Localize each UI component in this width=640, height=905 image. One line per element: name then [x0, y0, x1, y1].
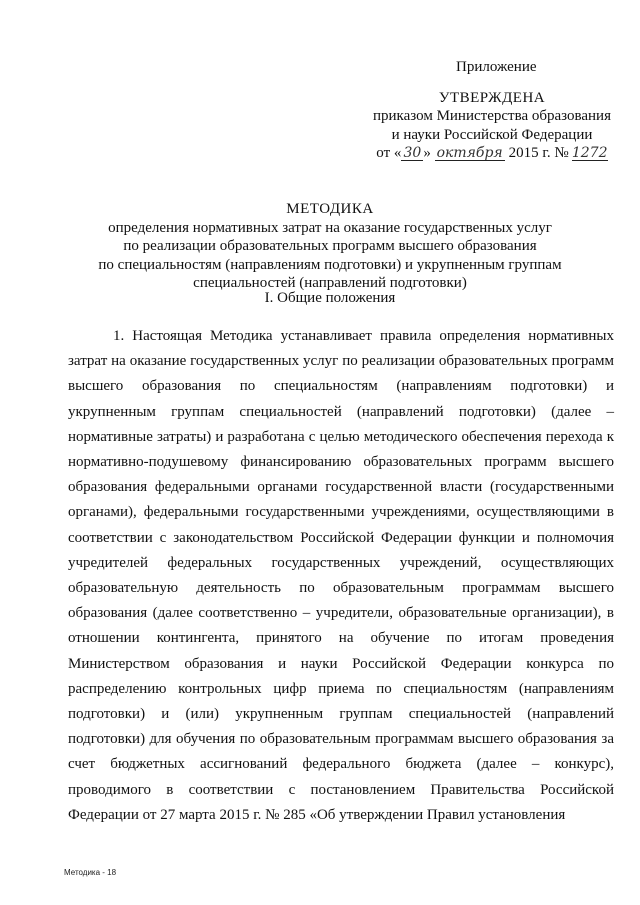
appendix-label: Приложение: [456, 59, 537, 75]
date-prefix: от «: [376, 145, 402, 161]
order-date-line: [372, 144, 612, 163]
approval-line-1: приказом Министерства образования: [373, 108, 611, 124]
approved-label: УТВЕРЖДЕНА: [438, 89, 546, 106]
handwritten-month: октября: [436, 145, 503, 161]
subtitle-line: определения нормативных затрат на оказание государственных услуг: [108, 219, 552, 236]
approval-line-2: и науки Российской Федерации: [391, 126, 593, 143]
date-year: 2015 г. №: [508, 145, 569, 161]
page-footer: Методика - 18: [64, 868, 117, 877]
subtitle-line: по реализации образовательных программ высшего образования: [123, 238, 537, 254]
approval-stamp: [372, 58, 612, 163]
subtitle-line: специальностей (направлений подготовки): [193, 275, 467, 291]
body-paragraph: 1. Настоящая Методика устанавливает правила определения нормативных затрат на оказание государственных услуг по реализации образовательных программ высшего образования по специальностям (направлениям подготовки) и укрупненным группам специальностей (направлений подготовки) (далее – нормативные затраты) и разработана с целью методического обеспечения перехода к нормативно-подушевому финансированию образовательных программ высшего образования федеральными органами государственной власти (государственными органами), федеральными государственными учреждениями, осуществляющими в соответствии с законодательством Российской Федерации функции и полномочия учредителей федеральных государственных учреждений, осуществляющих образовательную деятельность по образовательным программам высшего образования (далее соответственно – учредители, образовательные организации), в отношении контингента, принятого на обучение по итогам проведения Министерством образования и науки Российской Федерации конкурса по распределению контрольных цифр приема по специальностям (направлениям подготовки) и (или) укрупненным группам специальностей (направлений подготовки) для обучения по образовательным программам высшего образования за счет бюджетных ассигнований федерального бюджета (далее – конкурс), проводимого в соответствии с постановлением Правительства Российской Федерации от 27 марта 2015 г. № 285 «Об утверждении Правил установления: [68, 328, 614, 823]
document-title: МЕТОДИКА: [286, 201, 374, 217]
subtitle-line: по специальностям (направлениям подготовки) и укрупненным группам: [98, 256, 562, 273]
handwritten-order-number: 1272: [571, 145, 608, 161]
date-separator: »: [423, 145, 431, 161]
section-heading: I. Общие положения: [264, 290, 396, 306]
handwritten-day: 30: [401, 146, 423, 161]
document-title-block: [70, 200, 590, 293]
